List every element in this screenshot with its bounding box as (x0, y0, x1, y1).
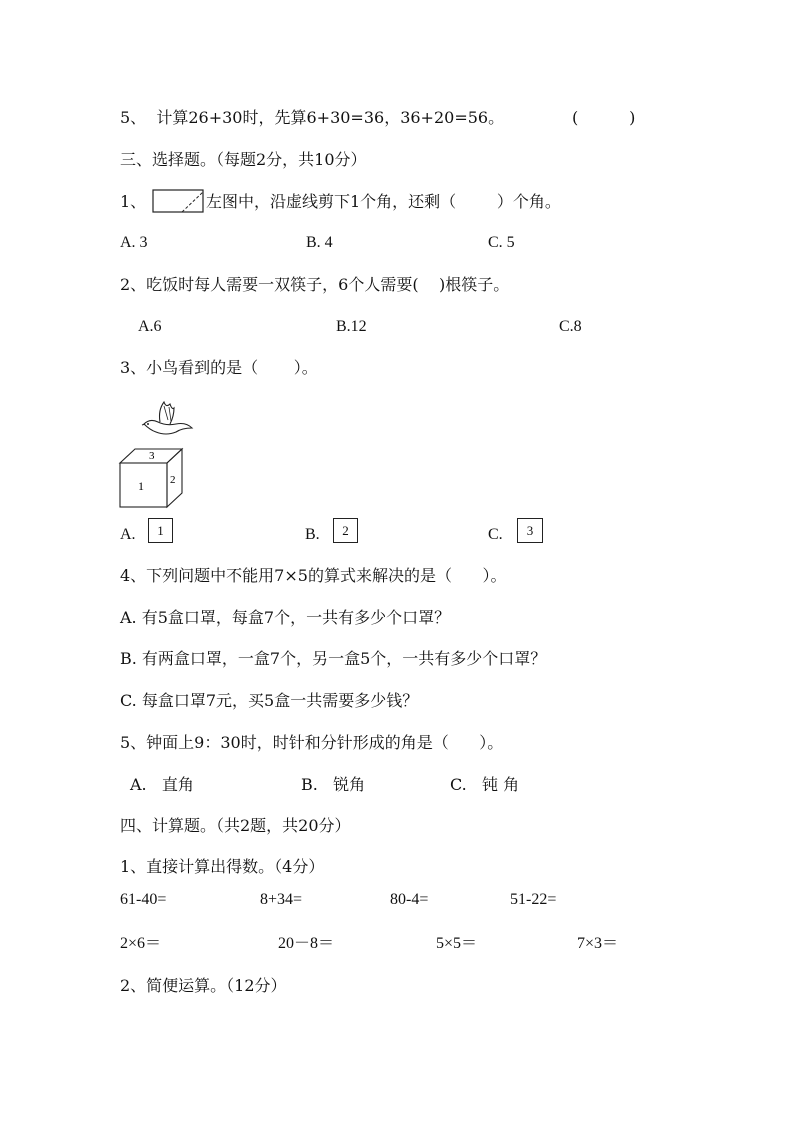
cube-side-label: 2 (170, 474, 176, 486)
calc-item: 61-40= (120, 891, 167, 908)
choice-4-option-c: C. 每盒口罩7元，买5盒一共需要多少钱？ (120, 691, 419, 710)
choice-4-option-b: B. 有两盒口罩，一盒7个，另一盒5个，一共有多少个口罩？ (120, 649, 547, 668)
choice-1-number: 1、 (120, 192, 147, 211)
calc-item: 7×3＝ (577, 935, 619, 952)
choice-5-option-c: C. 钝 角 (450, 775, 520, 794)
cube-front-label: 1 (138, 479, 144, 493)
choice-1-option-b: B. 4 (306, 234, 333, 251)
calc-2-title: 2、简便运算。（12分） (120, 976, 287, 995)
choice-2-text: 2、吃饭时每人需要一双筷子，6个人需要( )根筷子。 (120, 275, 510, 294)
choice-4-option-a: A. 有5盒口罩，每盒7个，一共有多少个口罩？ (120, 608, 451, 627)
choice-3-text: 3、小鸟看到的是（ ）。 (120, 358, 318, 377)
judge-question-5: 5、 计算26+30时，先算6+30=36，36+20=56。 (120, 108, 505, 127)
choice-1-text: 左图中，沿虚线剪下1个角，还剩（ ）个角。 (206, 192, 561, 211)
choice-4-text: 4、下列问题中不能用7×5的算式来解决的是（ ）。 (120, 566, 507, 585)
choice-5-option-a: A. 直角 (130, 775, 194, 794)
calc-item: 5×5＝ (436, 935, 478, 952)
dashed-cut-rectangle (152, 189, 204, 213)
choice-5-text: 5、钟面上9：30时，时针和分针形成的角是（ ）。 (120, 733, 504, 752)
choice-3-option-c: C. (488, 526, 503, 543)
calc-item: 8+34= (260, 891, 303, 908)
choice-2-option-b: B.12 (336, 318, 367, 335)
choice-2-option-c: C.8 (559, 318, 582, 335)
option-a-face-box: 1 (148, 518, 173, 543)
calc-item: 80-4= (390, 891, 429, 908)
judge-answer-paren: ( ) (572, 108, 636, 127)
choice-2-option-a: A.6 (138, 318, 162, 335)
option-c-face-box: 3 (517, 518, 543, 543)
calc-item: 51-22= (510, 891, 557, 908)
calc-item: 20－8＝ (278, 935, 335, 952)
section-3-title: 三、选择题。（每题2分，共10分） (120, 150, 367, 169)
choice-3-option-b: B. (305, 526, 320, 543)
calc-1-title: 1、直接计算出得数。（4分） (120, 857, 325, 876)
choice-5-option-b: B. 锐角 (301, 775, 366, 794)
bird-icon (136, 398, 196, 440)
section-4-title: 四、计算题。（共2题，共20分） (120, 816, 351, 835)
choice-3-option-a: A. (120, 526, 136, 543)
option-b-face-box: 2 (333, 518, 358, 543)
choice-1-option-c: C. 5 (488, 234, 515, 251)
choice-1-option-a: A. 3 (120, 234, 148, 251)
cube-top-label: 3 (149, 450, 155, 462)
cube-figure (118, 446, 184, 510)
calc-item: 2×6＝ (120, 935, 162, 952)
